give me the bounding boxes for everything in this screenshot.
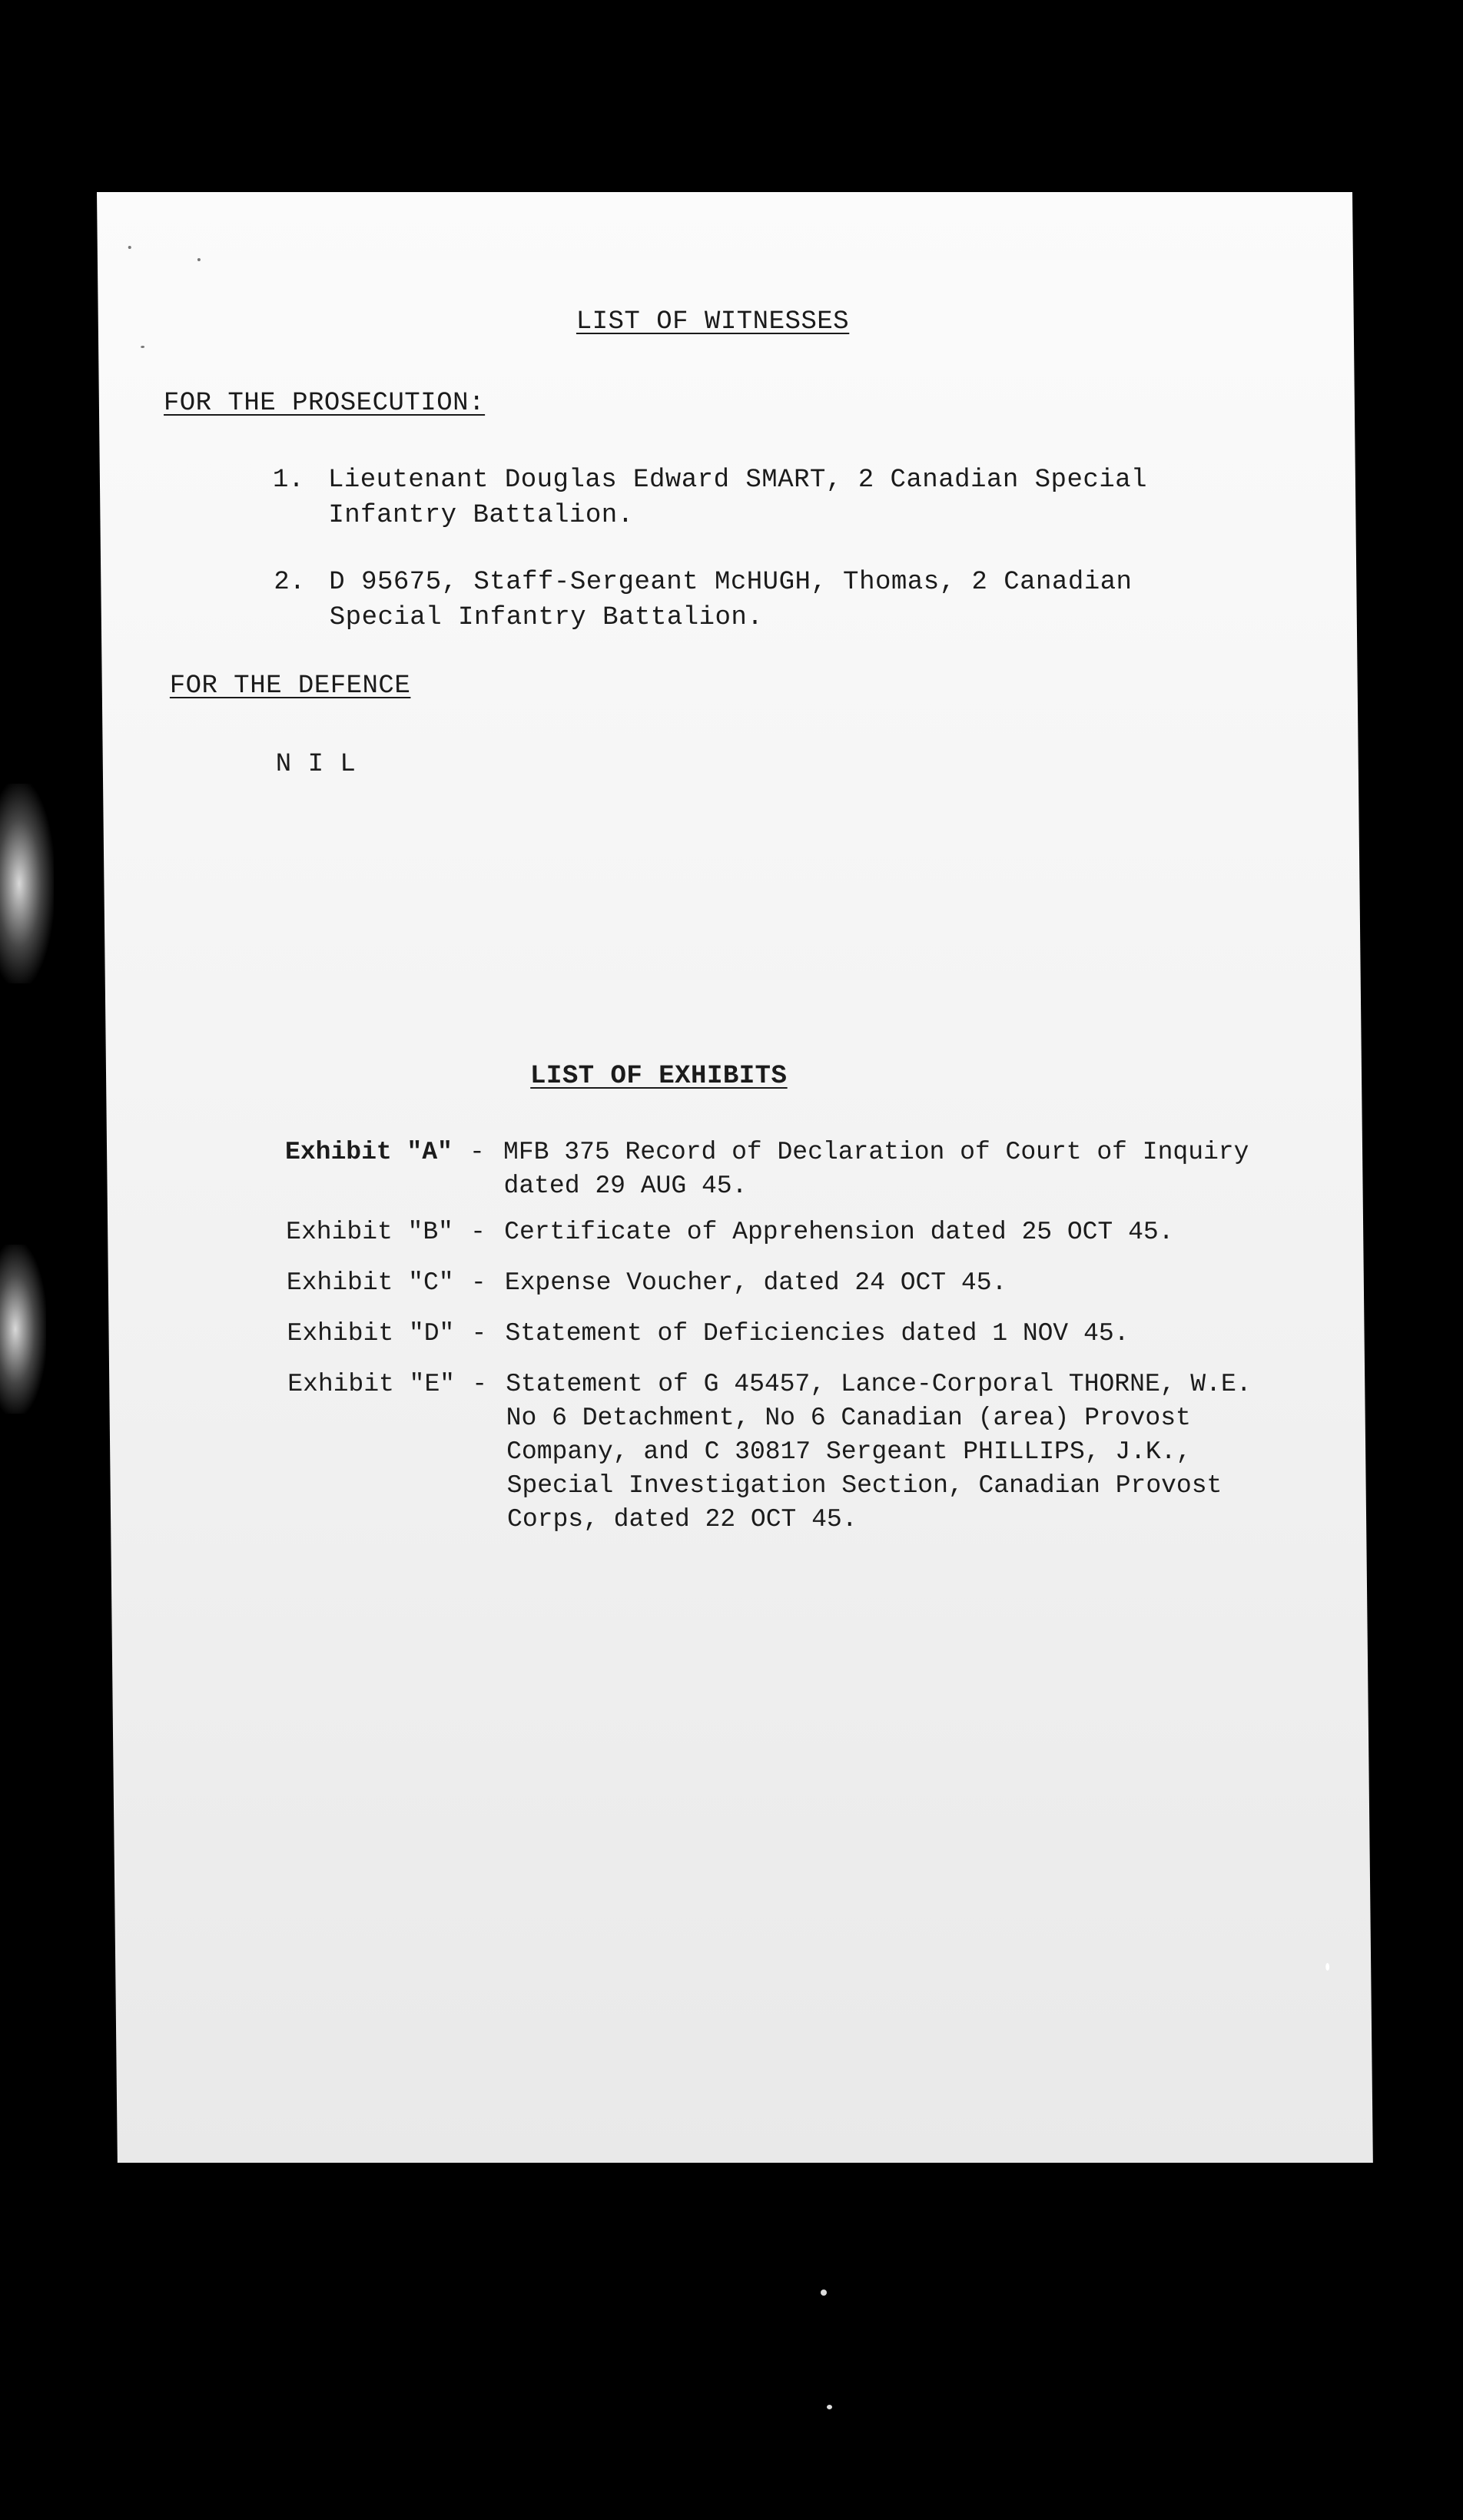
exhibit-dash: - — [469, 1138, 486, 1166]
defence-witnesses: N I L — [275, 750, 357, 779]
exhibit-label: Exhibit "B" — [285, 1218, 454, 1246]
exhibit-description: MFB 375 Record of Declaration of Court of Inquiry dated 29 AUG 45. — [503, 1138, 1249, 1200]
exhibit-dash: - — [472, 1370, 488, 1398]
exhibit-dash: - — [471, 1319, 487, 1348]
item-number: 2. — [274, 568, 306, 597]
exhibit-row — [286, 1215, 1285, 1249]
defence-heading: FOR THE DEFENCE — [169, 671, 411, 701]
scan-speck — [197, 258, 201, 261]
exhibit-description: Statement of G 45457, Lance-Corporal THORNE, W.E. No 6 Detachment, No 6 Canadian (area) Provost Company, and C 30817 Sergeant PHILLIPS, J.K., Special Investigation Section, Canadian Provost Corps, dated 22 OCT 45. — [506, 1370, 1252, 1534]
witnesses-heading: LIST OF WITNESSES — [576, 307, 850, 337]
scan-speck — [141, 346, 144, 348]
exhibits-heading: LIST OF EXHIBITS — [529, 1062, 788, 1091]
exhibit-dash: - — [469, 1218, 486, 1246]
exhibit-label: Exhibit "D" — [287, 1319, 455, 1348]
exhibit-label: Exhibit "E" — [287, 1370, 456, 1398]
document-page — [97, 192, 1373, 2163]
film-speck — [821, 2290, 827, 2296]
film-speck — [827, 2405, 832, 2409]
prosecution-heading: FOR THE PROSECUTION: — [163, 389, 486, 418]
scan-speck — [128, 246, 131, 249]
exhibit-row — [285, 1136, 1285, 1203]
exhibit-dash: - — [470, 1268, 486, 1297]
scan-speck — [1325, 1963, 1329, 1971]
exhibit-description: Certificate of Apprehension dated 25 OCT 45. — [503, 1218, 1174, 1246]
exhibit-row — [287, 1317, 1286, 1351]
item-number: 1. — [272, 466, 304, 495]
exhibit-row — [287, 1368, 1288, 1537]
film-edge-mark — [0, 1245, 46, 1414]
exhibit-row — [287, 1266, 1286, 1300]
film-edge-mark — [0, 784, 54, 983]
exhibit-label: Exhibit "C" — [286, 1268, 454, 1297]
item-text: D 95675, Staff-Sergeant McHUGH, Thomas, 2 Canadian Special Infantry Battalion. — [329, 568, 1133, 632]
exhibit-label: Exhibit "A" — [284, 1138, 453, 1166]
exhibit-description: Statement of Deficiencies dated 1 NOV 45. — [505, 1319, 1130, 1348]
exhibit-description: Expense Voucher, dated 24 OCT 45. — [504, 1268, 1007, 1297]
item-text: Lieutenant Douglas Edward SMART, 2 Canadian Special Infantry Battalion. — [327, 466, 1148, 530]
